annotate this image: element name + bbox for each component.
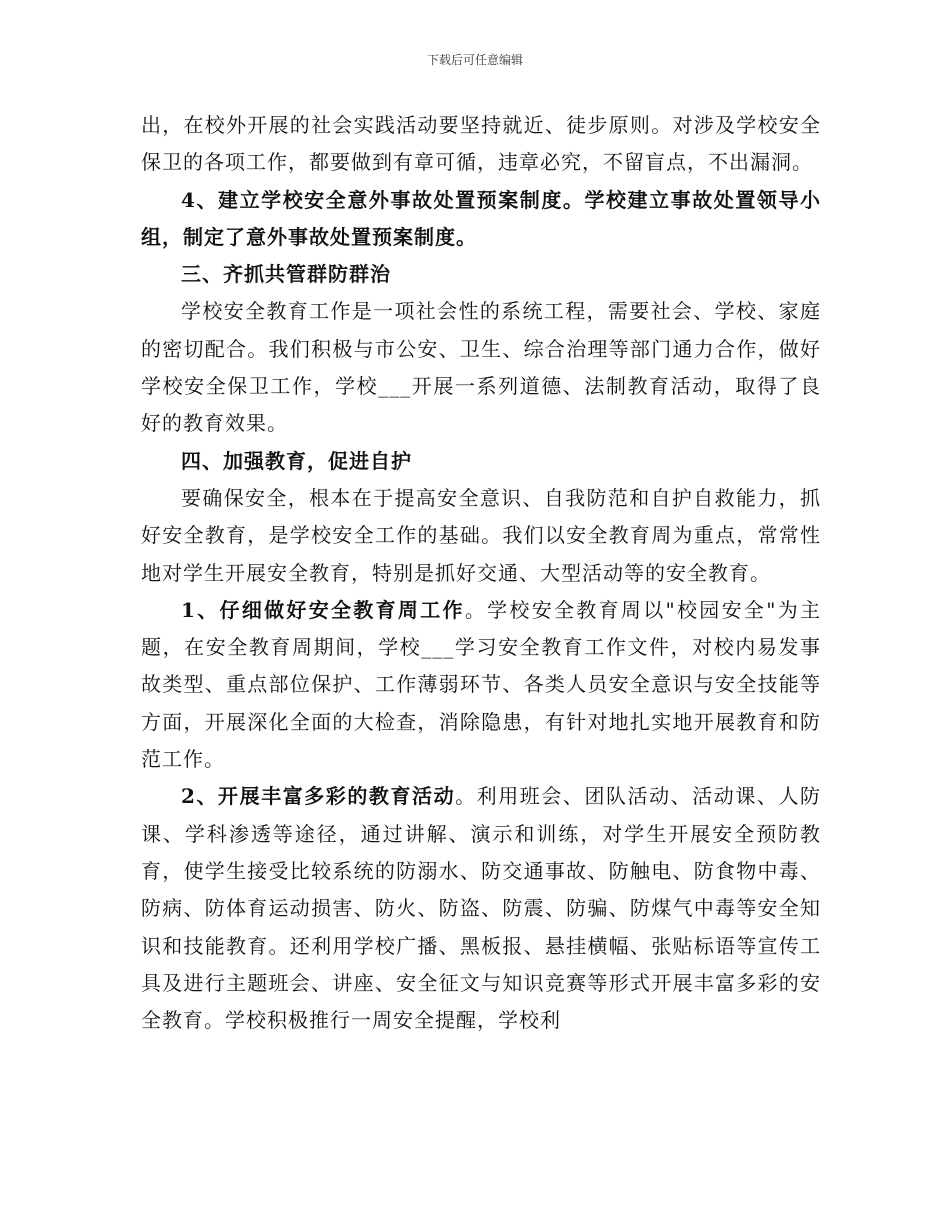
section-heading-3: 三、齐抓共管群防群治 xyxy=(181,262,391,287)
paragraph-bold-lead: 2、开展丰富多彩的教育活动 xyxy=(181,784,456,809)
page-header: 下载后可任意编辑 xyxy=(426,53,523,67)
paragraph-item-2 xyxy=(141,778,821,1039)
paragraph-section-4-body: 要确保安全，根本在于提高安全意识、自我防范和自护自救能力，抓好安全教育，是学校安全工作的基础。我们以安全教育周为重点，常常性地对学生开展安全教育，特别是抓好交通、大型活动等的安全教育。 xyxy=(141,485,821,585)
paragraph-continuation: 出，在校外开展的社会实践活动要坚持就近、徒步原则。对涉及学校安全保卫的各项工作，都要做到有章可循，违章必究，不留盲点，不出漏洞。 xyxy=(141,113,821,175)
document-body xyxy=(141,107,821,1039)
paragraph-bold-lead: 1、仔细做好安全教育周工作 xyxy=(181,597,465,622)
paragraph-section-3-body: 学校安全教育工作是一项社会性的系统工程，需要社会、学校、家庭的密切配合。我们积极与市公安、卫生、综合治理等部门通力合作，做好学校安全保卫工作，学校___开展一系列道德、法制教育活动，取得了良好的教育效果。 xyxy=(141,299,821,436)
paragraph-item-4 xyxy=(141,182,821,257)
paragraph-text: 。学校安全教育周以"校园安全"为主题，在安全教育周期间，学校___学习安全教育工作文件，对校内易发事故类型、重点部位保护、工作薄弱环节、各类人员安全意识与安全技能等方面，开展深化全面的大检查，消除隐患，有针对地扎实地开展教育和防范工作。 xyxy=(141,597,821,772)
paragraph-text: 。利用班会、团队活动、活动课、人防课、学科渗透等途径，通过讲解、演示和训练，对学生开展安全预防教育，使学生接受比较系统的防溺水、防交通事故、防触电、防食物中毒、防病、防体育运动损害、防火、防盗、防震、防骗、防煤气中毒等安全知识和技能教育。还利用学校广播、黑板报、悬挂横幅、张贴标语等宣传工具及进行主题班会、讲座、安全征文与知识竞赛等形式开展丰富多彩的安全教育。学校积极推行一周安全提醒，学校利 xyxy=(141,784,821,1033)
paragraph-bold-lead: 4、建立学校安全意外事故处置预案制度。学校建立事故处置领导小组，制定了意外事故处置预案制度。 xyxy=(141,187,821,249)
section-heading-4: 四、加强教育，促进自护 xyxy=(181,448,412,473)
paragraph-item-1 xyxy=(141,592,821,778)
